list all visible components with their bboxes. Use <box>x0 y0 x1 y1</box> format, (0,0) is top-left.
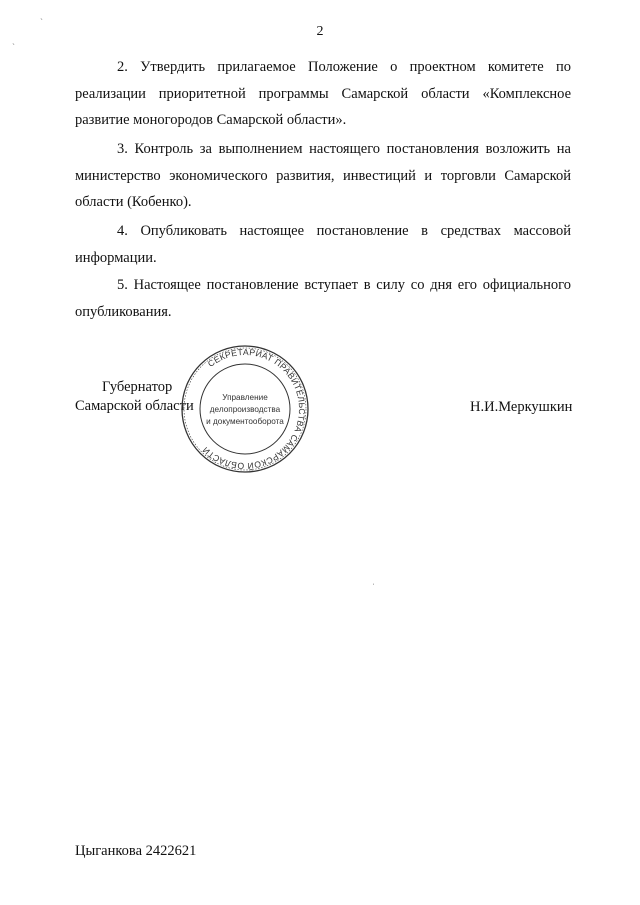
seal-inner-line-1: Управление <box>222 393 268 402</box>
page-number: 2 <box>316 24 324 39</box>
paragraph-3: 3. Контроль за выполнением настоящего постановления возложить на министерство экономического развития, инвестиций и торговли Самарской области (Кобенко). <box>75 141 571 210</box>
seal-outer-text: СЕКРЕТАРИАТ ПРАВИТЕЛЬСТВА САМАРСКОЙ ОБЛАСТИ <box>200 346 308 472</box>
signatory-title: Губернатор <box>102 379 173 395</box>
scan-mark: ˎ <box>40 10 43 20</box>
paragraph-4: 4. Опубликовать настоящее постановление в средствах массовой информации. <box>75 223 571 266</box>
signatory-position <box>75 378 194 416</box>
scan-mark: ˌ <box>372 575 375 585</box>
paragraph-2: 2. Утвердить прилагаемое Положение о проектном комитете по реализации приоритетной программы Самарской области «Комплексное развитие моногородов Самарской области». <box>75 59 571 128</box>
scan-mark: ˎ <box>12 35 15 45</box>
executor-note: Цыганкова 2422621 <box>75 843 197 859</box>
signatory-region: Самарской области <box>75 398 194 414</box>
signatory-name: Н.И.Меркушкин <box>470 399 573 415</box>
seal-inner-line-2: делопроизводства <box>209 405 281 414</box>
official-seal-stamp <box>180 344 310 474</box>
seal-inner-line-3: и документооборота <box>206 417 284 426</box>
paragraph-5: 5. Настоящее постановление вступает в силу со дня его официального опубликования. <box>75 277 571 320</box>
